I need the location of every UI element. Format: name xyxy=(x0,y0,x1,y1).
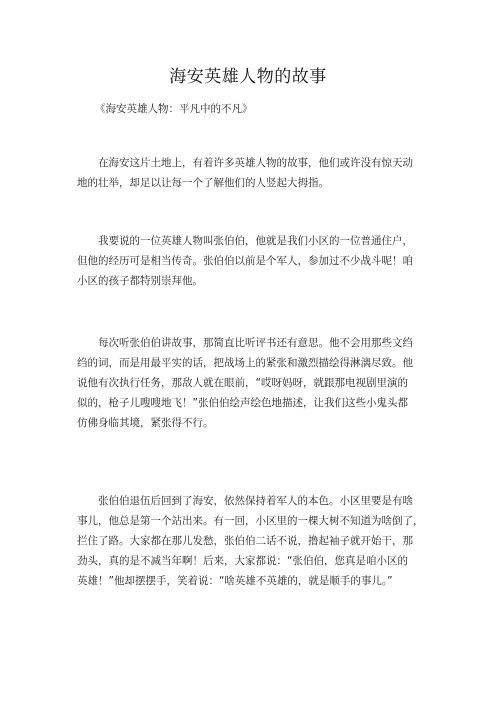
paragraph-1 xyxy=(77,153,427,193)
paragraph-line: 事儿，他总是第一个站出来。有一回，小区里的一棵大树不知道为啥倒了， xyxy=(77,515,424,527)
paragraph-2 xyxy=(77,231,427,291)
paragraph-line: 但他的经历可是相当传奇。张伯伯以前是个军人，参加过不少战斗呢！咱 xyxy=(77,255,413,267)
paragraph-line: 劲头，真的是不减当年啊！后来，大家都说：“张伯伯，您真是咱小区的 xyxy=(77,555,408,567)
paragraph-line: 我要说的一位英雄人物叫张伯伯，他就是我们小区的一位普通住户， xyxy=(77,235,413,247)
paragraph-line: 仿佛身临其境，紧张得不行。 xyxy=(77,417,214,429)
paragraph-line: 每次听张伯伯讲故事，那简直比听评书还有意思。他不会用那些文绉 xyxy=(77,337,413,349)
paragraph-line: 似的，枪子儿嗖嗖地飞！”张伯伯绘声绘色地描述，让我们这些小鬼头都 xyxy=(77,397,408,409)
paragraph-line: 地的壮举，却足以让每一个了解他们的人竖起大拇指。 xyxy=(77,177,329,189)
paragraph-line: 说他有次执行任务，那敌人就在眼前，“哎呀妈呀，就跟那电视剧里演的 xyxy=(77,377,408,389)
paragraph-line: 张伯伯退伍后回到了海安，依然保持着军人的本色。小区里要是有啥 xyxy=(77,495,413,507)
paragraph-line: 拦住了路。大家都在那儿发愁，张伯伯二话不说，撸起袖子就开始干，那 xyxy=(77,535,413,547)
paragraph-line: 英雄！”他却摆摆手，笑着说：“啥英雄不英雄的，就是顺手的事儿。” xyxy=(77,575,393,587)
subtitle: 《海安英雄人物：平凡中的不凡》 xyxy=(95,103,253,115)
paragraph-line: 在海安这片土地上，有着许多英雄人物的故事，他们或许没有惊天动 xyxy=(77,157,413,169)
page-title: 海安英雄人物的故事 xyxy=(169,67,327,87)
paragraph-3 xyxy=(77,333,427,433)
paragraph-line: 绉的词，而是用最平实的话，把战场上的紧张和激烈描绘得淋漓尽致。他 xyxy=(77,357,413,369)
paragraph-4 xyxy=(77,491,427,591)
paragraph-line: 小区的孩子都特别崇拜他。 xyxy=(77,275,203,287)
